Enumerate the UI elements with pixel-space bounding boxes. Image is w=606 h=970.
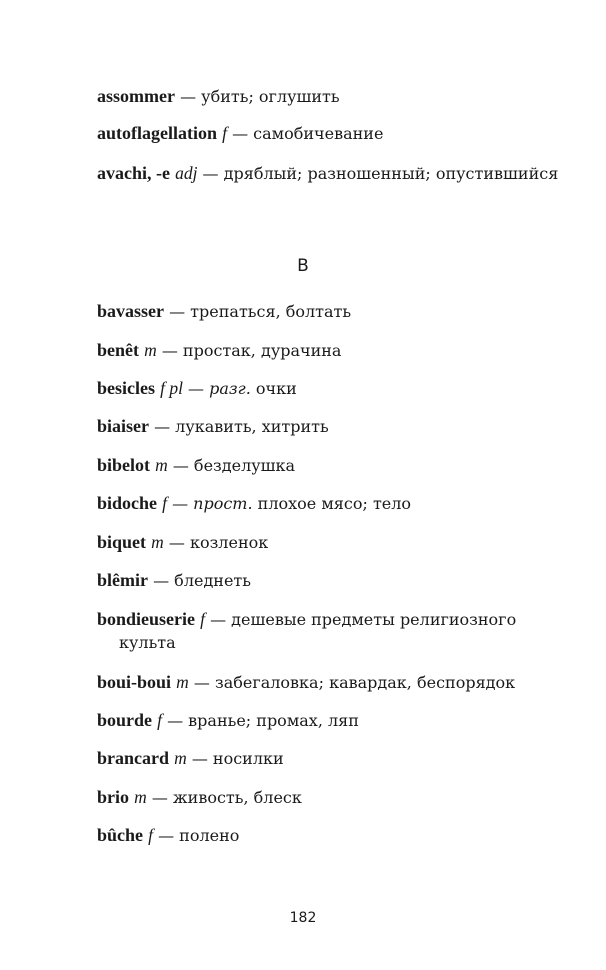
definition: — дряблый; разношенный; опустившийся	[202, 164, 559, 183]
headword: bidoche	[97, 493, 158, 513]
definition: — носилки	[191, 749, 284, 768]
entry-biquet	[97, 531, 559, 554]
entry-benet	[97, 339, 559, 362]
headword: besicles	[97, 378, 155, 398]
grammar-label: f	[162, 493, 167, 513]
usage-label: — разг.	[188, 379, 251, 398]
headword: brancard	[97, 748, 169, 768]
grammar-label: f pl	[160, 378, 183, 398]
grammar-label: f	[200, 609, 205, 629]
entry-besicles	[97, 377, 559, 400]
headword: bondieuserie	[97, 609, 196, 629]
entry-bidoche	[97, 492, 559, 515]
headword: boui-boui	[97, 672, 172, 692]
definition: — забегаловка; кавардак, беспорядок	[193, 673, 516, 692]
entry-autoflagellation	[97, 122, 559, 145]
definition: — полено	[158, 826, 240, 845]
entry-bavasser	[97, 300, 559, 323]
grammar-label: m	[134, 787, 147, 807]
entry-bibelot	[97, 454, 559, 477]
grammar-label: m	[176, 672, 189, 692]
headword: biaiser	[97, 416, 149, 436]
section-letter: B	[297, 256, 309, 276]
grammar-label: f	[157, 710, 162, 730]
definition: — козленок	[168, 533, 269, 552]
headword: assommer	[97, 86, 175, 106]
grammar-label: m	[174, 748, 187, 768]
definition: — трепаться, болтать	[169, 302, 352, 321]
grammar-label: m	[144, 340, 157, 360]
entry-boui-boui	[97, 671, 559, 694]
definition: — самобичевание	[232, 124, 384, 143]
grammar-label: adj	[175, 163, 198, 183]
entry-blemir	[97, 569, 559, 592]
definition: — лукавить, хитрить	[154, 417, 329, 436]
definition: очки	[255, 379, 297, 398]
headword: bourde	[97, 710, 153, 730]
entry-avachi	[97, 162, 559, 185]
definition: — дешевые предметы религиозного культа	[119, 610, 517, 652]
definition: — живость, блеск	[151, 788, 302, 807]
definition: — убить; оглушить	[180, 87, 340, 106]
headword: benêt	[97, 340, 139, 360]
headword: avachi, -e	[97, 163, 170, 183]
entry-biaiser	[97, 415, 559, 438]
entry-brancard	[97, 747, 559, 770]
entry-bourde	[97, 709, 559, 732]
grammar-label: m	[155, 455, 168, 475]
page-number: 182	[289, 910, 317, 926]
grammar-label: f	[222, 123, 227, 143]
headword: bûche	[97, 825, 144, 845]
grammar-label: m	[151, 532, 164, 552]
entry-assommer	[97, 85, 559, 108]
definition: — простак, дурачина	[161, 341, 342, 360]
entry-buche	[97, 824, 559, 847]
definition: — безделушка	[172, 456, 296, 475]
grammar-label: f	[148, 825, 153, 845]
entry-bondieuserie	[97, 608, 559, 654]
definition: плохое мясо; тело	[257, 494, 412, 513]
headword: bibelot	[97, 455, 151, 475]
entry-brio	[97, 786, 559, 809]
headword: blêmir	[97, 570, 148, 590]
definition: — вранье; промах, ляп	[167, 711, 359, 730]
headword: autoflagellation	[97, 123, 217, 143]
definition: — бледнеть	[153, 571, 251, 590]
headword: biquet	[97, 532, 147, 552]
headword: bavasser	[97, 301, 164, 321]
headword: brio	[97, 787, 130, 807]
usage-label: — прост.	[172, 494, 253, 513]
